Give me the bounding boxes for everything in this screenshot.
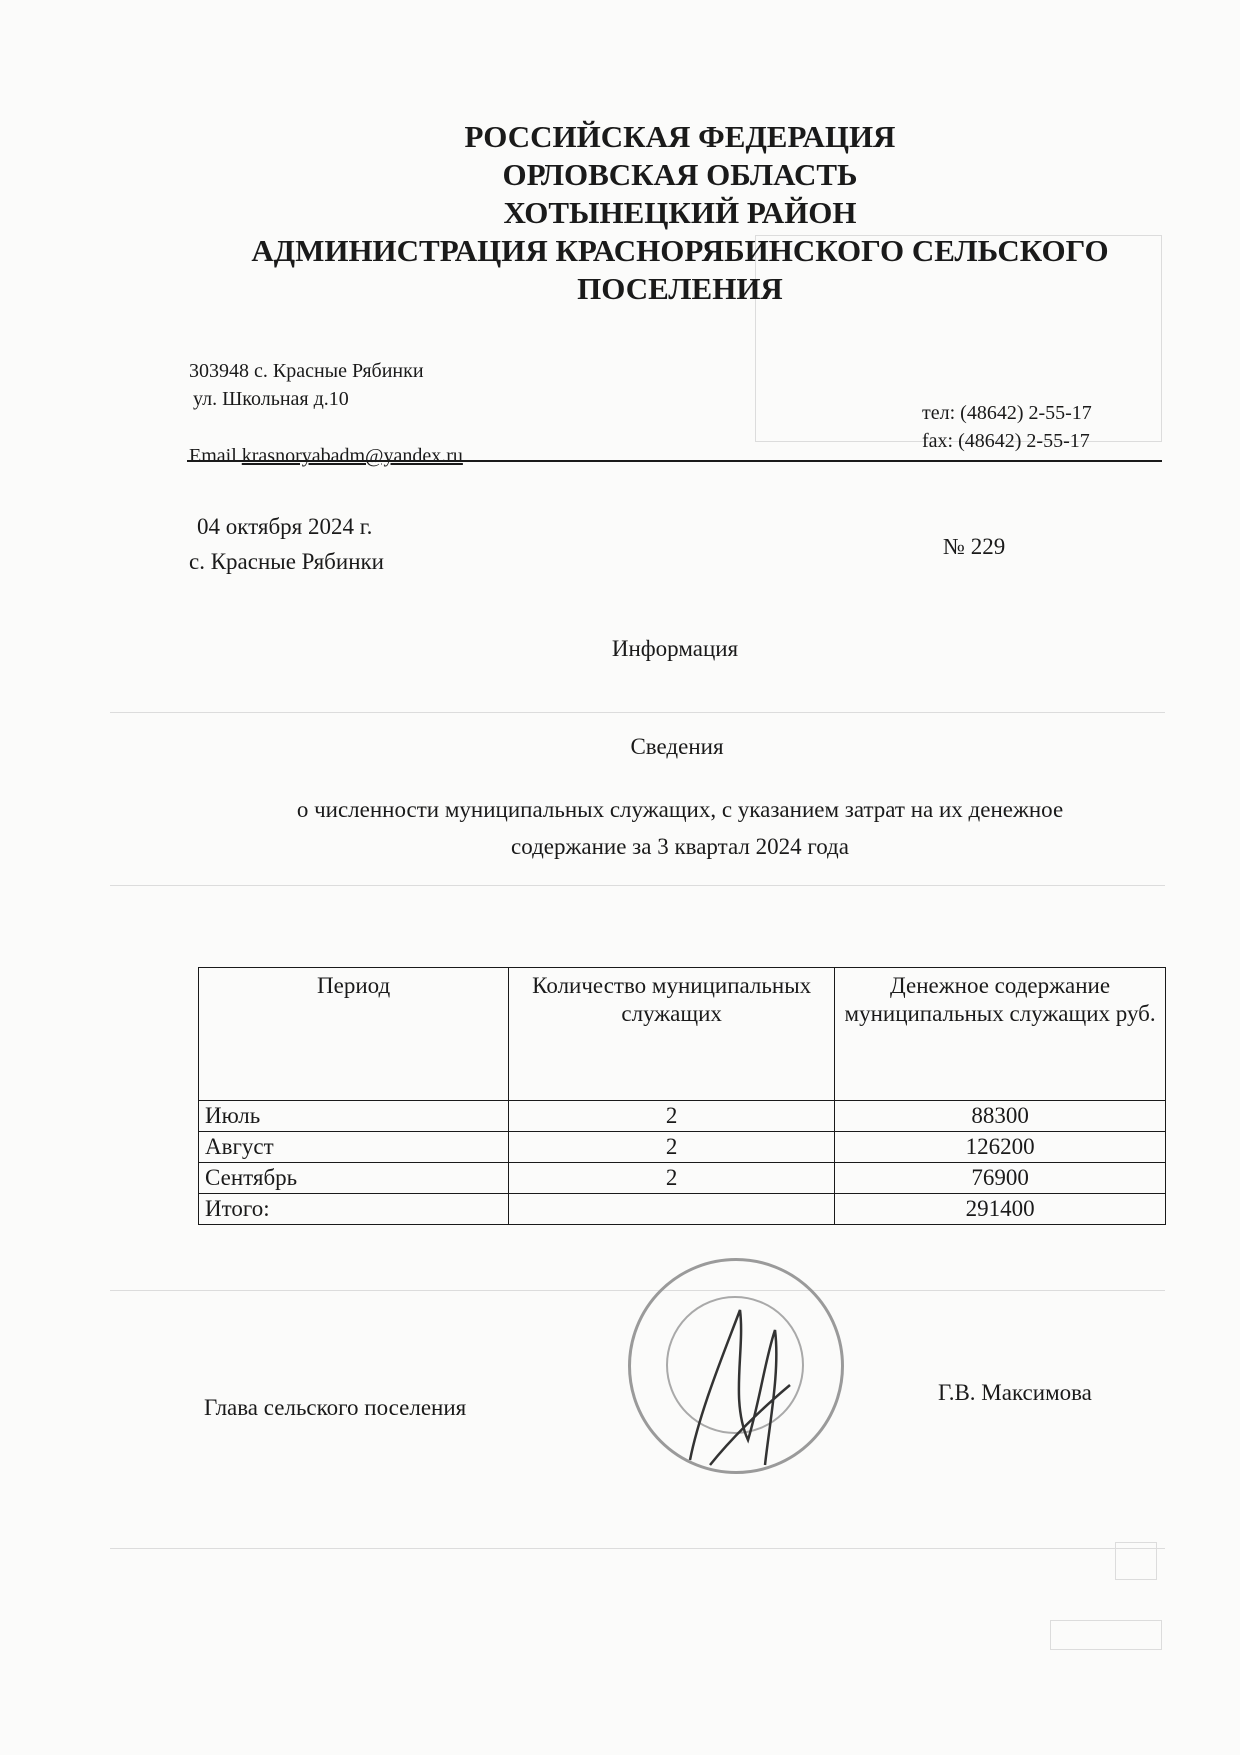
phone: тел: (48642) 2-55-17 <box>922 402 1092 424</box>
handwritten-signature <box>670 1290 820 1480</box>
total-salary: 291400 <box>835 1194 1166 1225</box>
signatory-name: Г.В. Максимова <box>938 1380 1092 1405</box>
row-salary: 88300 <box>835 1101 1166 1132</box>
row-period: Август <box>199 1132 509 1163</box>
signatory-position: Глава сельского поселения <box>204 1395 467 1420</box>
description-line-1: о численности муниципальных служащих, с указанием затрат на их денежное <box>296 797 1064 822</box>
header-line-1: РОССИЙСКАЯ ФЕДЕРАЦИЯ <box>464 119 896 154</box>
document-place: с. Красные Рябинки <box>189 549 384 574</box>
fax: fax: (48642) 2-55-17 <box>922 430 1090 452</box>
document-subtitle: Сведения <box>630 734 724 759</box>
document-number: № 229 <box>943 534 1006 559</box>
total-label: Итого: <box>199 1194 509 1225</box>
row-salary: 76900 <box>835 1163 1166 1194</box>
table-row <box>199 1132 1166 1163</box>
row-period: Сентябрь <box>199 1163 509 1194</box>
row-count: 2 <box>509 1163 835 1194</box>
table-row <box>199 1101 1166 1132</box>
row-count: 2 <box>509 1132 835 1163</box>
document-date: 04 октября 2024 г. <box>197 514 373 539</box>
table-total-row <box>199 1194 1166 1225</box>
address-line-2: ул. Школьная д.10 <box>193 388 349 410</box>
header-rule <box>187 460 1162 462</box>
email-link[interactable]: krasnoryabadm@yandex.ru <box>241 445 463 467</box>
header-line-4: АДМИНИСТРАЦИЯ КРАСНОРЯБИНСКОГО СЕЛЬСКОГО <box>251 233 1109 268</box>
organization-header <box>180 118 1180 308</box>
document-title: Информация <box>611 636 739 661</box>
staff-cost-table <box>198 967 1166 1225</box>
table-row <box>199 1163 1166 1194</box>
row-period: Июль <box>199 1101 509 1132</box>
table-header-row <box>199 968 1166 1101</box>
header-line-3: ХОТЫНЕЦКИЙ РАЙОН <box>503 195 857 230</box>
row-count: 2 <box>509 1101 835 1132</box>
header-period: Период <box>199 968 509 1101</box>
header-line-5: ПОСЕЛЕНИЯ <box>577 271 783 306</box>
description-line-2: содержание за 3 квартал 2024 года <box>511 834 849 859</box>
header-count: Количество муниципальных служащих <box>509 968 835 1101</box>
row-salary: 126200 <box>835 1132 1166 1163</box>
header-salary: Денежное содержание муниципальных служащих руб. <box>835 968 1166 1101</box>
header-line-2: ОРЛОВСКАЯ ОБЛАСТЬ <box>502 157 858 192</box>
email-label: Email <box>189 445 237 467</box>
total-count <box>509 1194 835 1225</box>
address-line-1: 303948 с. Красные Рябинки <box>189 360 424 382</box>
email-line <box>189 445 463 468</box>
